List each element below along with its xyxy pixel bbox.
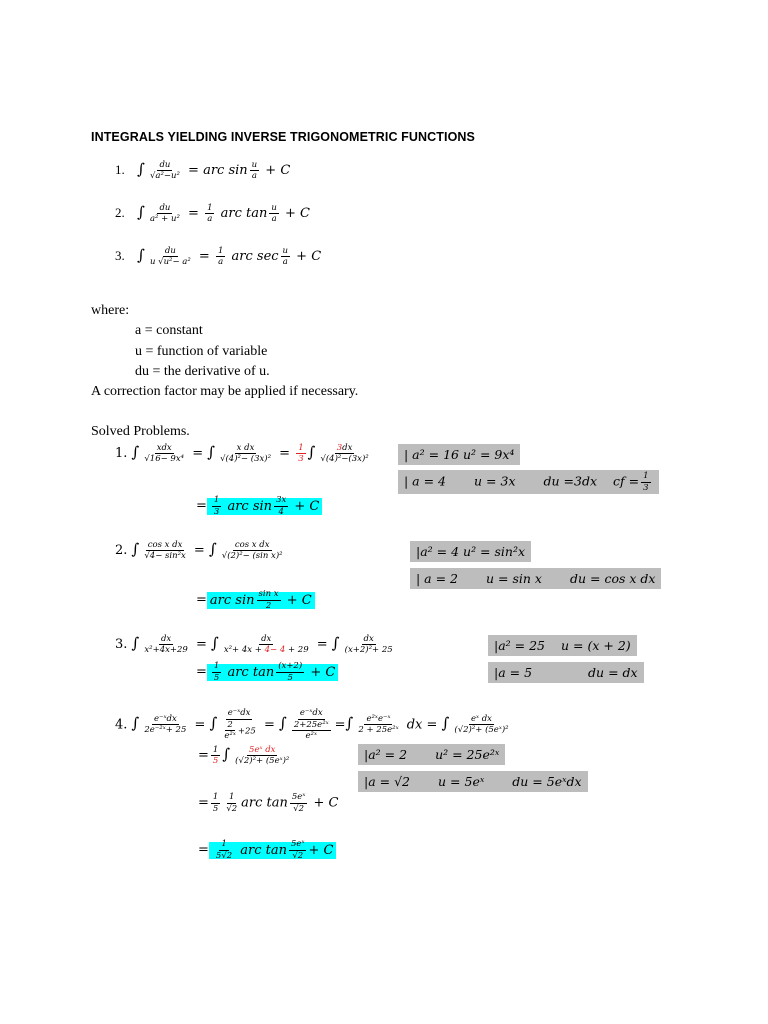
formula-2: 2. ∫ $\frac{du}{\text{a² + u²}}$ = $\frac{1}{a}$ arc tan $\frac{u}{a}$ + C [115, 202, 310, 224]
problem-1-line-1: 1. ∫ $\frac{\text{xdx}}{\text{√16− 9x⁴}}$ = ∫ $\frac{\text{x dx}}{\text{√(4)²− (3x)²}}$ = $\frac{1}{3}$ ∫ $\frac{3dx}{\text{√(4)²−(3x)²}}$ [115, 442, 369, 464]
where-item: a = constant [135, 323, 203, 338]
answer-highlight: $\frac{1}{3}$ arc sin $\frac{3x}{4}$ + C [207, 498, 322, 515]
solved-problems-label: Solved Problems. [91, 424, 190, 439]
problem-3-line-1: 3. ∫ $\frac{dx}{\text{x²+4x+29}}$ = ∫ $\frac{dx}{\text{x²+ 4x + 4− 4 + 29}}$ = ∫ $\frac{dx}{\text{(x+2)²+ 25}}$ [115, 633, 393, 655]
problem-4-line-2: = $\frac{1}{5}$ ∫ $\frac{\text{5eˣ dx}}{\text{(√2)²+ (5eˣ)²}}$ [198, 744, 290, 766]
lhs-fraction: $\frac{du}{\text{√a²−u²}}$ [149, 159, 180, 181]
problem-3-answer: = $\frac{1}{5}$ arc tan $\frac{(x+2)}{5}$ + C [196, 662, 338, 682]
problem-2-answer: = arc sin $\frac{\text{sin x}}{2}$ + C [196, 590, 315, 610]
formula-1: 1. ∫ $\frac{du}{\text{√a²−u²}}$ = arc sin $\frac{u}{a}$ + C [115, 159, 291, 181]
formula-number: 1. [115, 162, 125, 177]
integral-sign: ∫ [137, 203, 145, 221]
substitution-box: |a = √2 u = 5eˣ du = 5eˣdx [358, 771, 588, 792]
problem-4-line-3: = $\frac{1}{5}$ $\frac{1}{√2}$ arc tan $\frac{\text{5eˣ}}{√2}$ + C [198, 792, 339, 814]
function-name: arc sin [203, 163, 248, 178]
substitution-box: |a² = 4 u² = sin²x [410, 541, 531, 562]
substitution-box: | a = 4 u = 3x du =3dx cf = $\frac{1}{3}$ [398, 470, 659, 494]
formula-3: 3. ∫ $\frac{du}{\text{u √u²− a²}}$ = $\frac{1}{a}$ arc sec $\frac{u}{a}$ + C [115, 245, 322, 267]
integral-sign: ∫ [137, 160, 145, 178]
integral-sign: ∫ [137, 246, 145, 264]
answer-highlight: $\frac{1}{5√2}$ arc tan $\frac{\text{5eˣ}}{√2}$ + C [209, 842, 337, 859]
answer-highlight: $\frac{1}{5}$ arc tan $\frac{(x+2)}{5}$ + C [207, 664, 338, 681]
where-label: where: [91, 303, 130, 318]
where-item: u = function of variable [135, 344, 268, 359]
correction-factor: $\frac{1}{3}$ [298, 442, 304, 464]
substitution-box: | a = 2 u = sin x du = cos x dx [410, 568, 661, 589]
substitution-box: |a² = 2 u² = 25e²ˣ [358, 744, 505, 765]
problem-4-line-1: 4. ∫ $\frac{\text{e⁻ˣdx}}{\text{2e⁻²ˣ+ 25}}$ = ∫ e⁻ˣdx $\frac{2}{\text{e²ˣ}}$ +25 = ∫ $\frac{\text{e⁻ˣdx}}{\frac{\text{2+25e²ˣ}}{\text{e²ˣ}}}$ =∫ $\frac{\text{e²ˣe⁻ˣ}}{\text{2 + 25e²ˣ}}$ dx = ∫ $\frac{\text{eˣ dx}}{\text{(√2)²+ (5eˣ)²}}$ [115, 708, 509, 741]
problem-1-answer: = $\frac{1}{3}$ arc sin $\frac{3x}{4}$ + C [196, 496, 322, 516]
substitution-box: | a² = 16 u² = 9x⁴ [398, 444, 520, 465]
problem-2-line-1: 2. ∫ $\frac{\text{cos x dx}}{\text{√4− sin²x}}$ = ∫ $\frac{\text{cos x dx}}{\text{√(2)²− (sin x)²}}$ [115, 539, 283, 561]
answer-highlight: arc sin $\frac{\text{sin x}}{2}$ + C [207, 592, 315, 609]
substitution-box: |a = 5 du = dx [488, 662, 644, 683]
where-item: du = the derivative of u. [135, 364, 270, 379]
correction-note: A correction factor may be applied if necessary. [91, 384, 359, 399]
substitution-box: |a² = 25 u = (x + 2) [488, 635, 637, 656]
page-title: INTEGRALS YIELDING INVERSE TRIGONOMETRIC FUNCTIONS [91, 130, 475, 144]
problem-4-answer: = $\frac{1}{5√2}$ arc tan $\frac{\text{5eˣ}}{√2}$ + C [198, 840, 336, 860]
